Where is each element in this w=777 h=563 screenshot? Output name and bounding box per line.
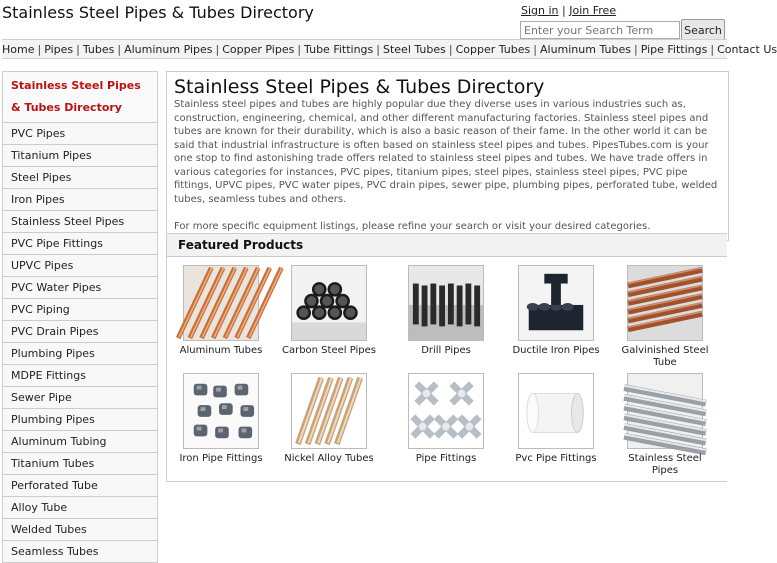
- product-stainless-steel-pipes[interactable]: [615, 373, 715, 477]
- black-pipe-stack-icon[interactable]: [291, 265, 367, 341]
- auth-separator: |: [562, 4, 566, 17]
- nav-link-aluminum-pipes[interactable]: Aluminum Pipes: [124, 43, 213, 56]
- product-label[interactable]: Carbon Steel Pipes: [281, 345, 377, 356]
- sidebar-item-stainless-steel-pipes[interactable]: Stainless Steel Pipes: [3, 211, 157, 233]
- sidebar-item-plumbing-pipes[interactable]: Plumbing Pipes: [3, 409, 157, 431]
- top-navigation: [2, 39, 777, 59]
- product-pvc-pipe-fittings[interactable]: [506, 373, 606, 465]
- product-label[interactable]: Stainless Steel Pipes: [628, 453, 702, 476]
- product-drill-pipes[interactable]: [396, 265, 496, 357]
- product-label[interactable]: Galvinished Steel Tube: [621, 345, 709, 368]
- search-input[interactable]: [520, 21, 680, 39]
- drill-pipe-rack-icon[interactable]: [408, 265, 484, 341]
- sign-in-link[interactable]: Sign in: [521, 4, 559, 17]
- site-title: Stainless Steel Pipes & Tubes Directory: [2, 3, 314, 22]
- intro-title: Stainless Steel Pipes & Tubes Directory: [174, 76, 545, 98]
- sidebar-item-seamless-tubes[interactable]: Seamless Tubes: [3, 541, 157, 563]
- product-aluminum-tubes[interactable]: [171, 265, 271, 357]
- sidebar: [2, 71, 158, 563]
- nav-link-tube-fittings[interactable]: Tube Fittings: [304, 43, 374, 56]
- nav-link-steel-tubes[interactable]: Steel Tubes: [382, 43, 446, 56]
- iron-fittings-icon[interactable]: [183, 373, 259, 449]
- nav-link-pipe-fittings[interactable]: Pipe Fittings: [640, 43, 708, 56]
- product-pipe-fittings[interactable]: [396, 373, 496, 465]
- sidebar-item-pvc-pipes[interactable]: PVC Pipes: [3, 123, 157, 145]
- nav-link-copper-tubes[interactable]: Copper Tubes: [455, 43, 531, 56]
- product-label[interactable]: Pipe Fittings: [415, 453, 477, 464]
- sidebar-item-pvc-piping[interactable]: PVC Piping: [3, 299, 157, 321]
- nav-link-contact-us[interactable]: Contact Us: [717, 43, 777, 56]
- intro-body: Stainless steel pipes and tubes are highly popular due they diverse uses in various industries such as, construction, engineering, chemical, and other different manufacturing factories. Stainless steel pipes and tubes are known for their durability, which is also a basic reason of their fame. In the other world it can be said that industrial infrastructure is often based on stainless steel pipes and tubes. PipesTubes.com is your one stop to find astonishing trade offers related to stainless steel pipes and tubes. We have trade offers in various categories for instances, PVC pipes, titanium pipes, steel pipes, stainless steel pipes, PVC pipe fittings, UPVC pipes, PVC water pipes, PVC drain pipes, sewer pipe, plumbing pipes, perforated tube, welded tubes, seamless tubes and others.: [174, 99, 718, 205]
- nav-link-aluminum-tubes[interactable]: Aluminum Tubes: [539, 43, 631, 56]
- sidebar-item-alloy-tube[interactable]: Alloy Tube: [3, 497, 157, 519]
- search-button[interactable]: Search: [681, 19, 725, 41]
- product-iron-pipe-fittings[interactable]: [171, 373, 271, 465]
- ductile-iron-fittings-icon[interactable]: [518, 265, 594, 341]
- alloy-tubes-icon[interactable]: [291, 373, 367, 449]
- product-galvinished-steel-tube[interactable]: [615, 265, 715, 369]
- nav-separator: |: [533, 43, 537, 56]
- product-nickel-alloy-tubes[interactable]: [279, 373, 379, 465]
- stainless-pipes-icon[interactable]: [627, 373, 703, 449]
- sidebar-item-welded-tubes[interactable]: Welded Tubes: [3, 519, 157, 541]
- nav-separator: |: [448, 43, 453, 56]
- product-label[interactable]: Iron Pipe Fittings: [179, 453, 263, 464]
- product-label[interactable]: Drill Pipes: [421, 345, 471, 356]
- nav-link-pipes[interactable]: Pipes: [44, 43, 74, 56]
- sidebar-item-pvc-pipe-fittings[interactable]: PVC Pipe Fittings: [3, 233, 157, 255]
- join-free-link[interactable]: Join Free: [569, 4, 617, 17]
- sidebar-item-steel-pipes[interactable]: Steel Pipes: [3, 167, 157, 189]
- nav-separator: |: [633, 43, 638, 56]
- nav-link-copper-pipes[interactable]: Copper Pipes: [222, 43, 295, 56]
- nav-separator: |: [37, 43, 42, 56]
- sidebar-item-titanium-pipes[interactable]: Titanium Pipes: [3, 145, 157, 167]
- product-label[interactable]: Ductile Iron Pipes: [512, 345, 600, 356]
- product-ductile-iron-pipes[interactable]: [506, 265, 606, 357]
- sidebar-item-titanium-tubes[interactable]: Titanium Tubes: [3, 453, 157, 475]
- sidebar-item-pvc-drain-pipes[interactable]: PVC Drain Pipes: [3, 321, 157, 343]
- featured-products-panel: [166, 233, 727, 482]
- product-label[interactable]: Nickel Alloy Tubes: [284, 453, 374, 464]
- sidebar-item-aluminum-tubing[interactable]: Aluminum Tubing: [3, 431, 157, 453]
- copper-rods-icon[interactable]: [183, 265, 259, 341]
- intro-more-text: For more specific equipment listings, please refine your search or visit your desired categories.: [174, 221, 651, 232]
- product-label[interactable]: Pvc Pipe Fittings: [515, 453, 597, 464]
- nav-separator: |: [117, 43, 122, 56]
- steel-tube-bundle-icon[interactable]: [627, 265, 703, 341]
- pvc-pipe-icon[interactable]: [518, 373, 594, 449]
- nav-separator: |: [215, 43, 220, 56]
- sidebar-item-iron-pipes[interactable]: Iron Pipes: [3, 189, 157, 211]
- sidebar-item-plumbing-pipes[interactable]: Plumbing Pipes: [3, 343, 157, 365]
- sidebar-item-perforated-tube[interactable]: Perforated Tube: [3, 475, 157, 497]
- featured-products-heading: Featured Products: [167, 234, 727, 257]
- nav-link-tubes[interactable]: Tubes: [82, 43, 115, 56]
- auth-links: [521, 4, 616, 17]
- nav-separator: |: [710, 43, 715, 56]
- sidebar-heading[interactable]: Stainless Steel Pipes & Tubes Directory: [3, 72, 157, 123]
- nav-separator: |: [297, 43, 302, 56]
- nav-separator: |: [376, 43, 380, 56]
- sidebar-item-mdpe-fittings[interactable]: MDPE Fittings: [3, 365, 157, 387]
- intro-panel: [166, 71, 729, 241]
- nav-link-home[interactable]: Home: [2, 43, 35, 56]
- sidebar-item-sewer-pipe[interactable]: Sewer Pipe: [3, 387, 157, 409]
- nav-separator: |: [76, 43, 80, 56]
- steel-cross-fittings-icon[interactable]: [408, 373, 484, 449]
- product-carbon-steel-pipes[interactable]: [279, 265, 379, 357]
- product-label[interactable]: Aluminum Tubes: [179, 345, 263, 356]
- sidebar-item-pvc-water-pipes[interactable]: PVC Water Pipes: [3, 277, 157, 299]
- sidebar-item-upvc-pipes[interactable]: UPVC Pipes: [3, 255, 157, 277]
